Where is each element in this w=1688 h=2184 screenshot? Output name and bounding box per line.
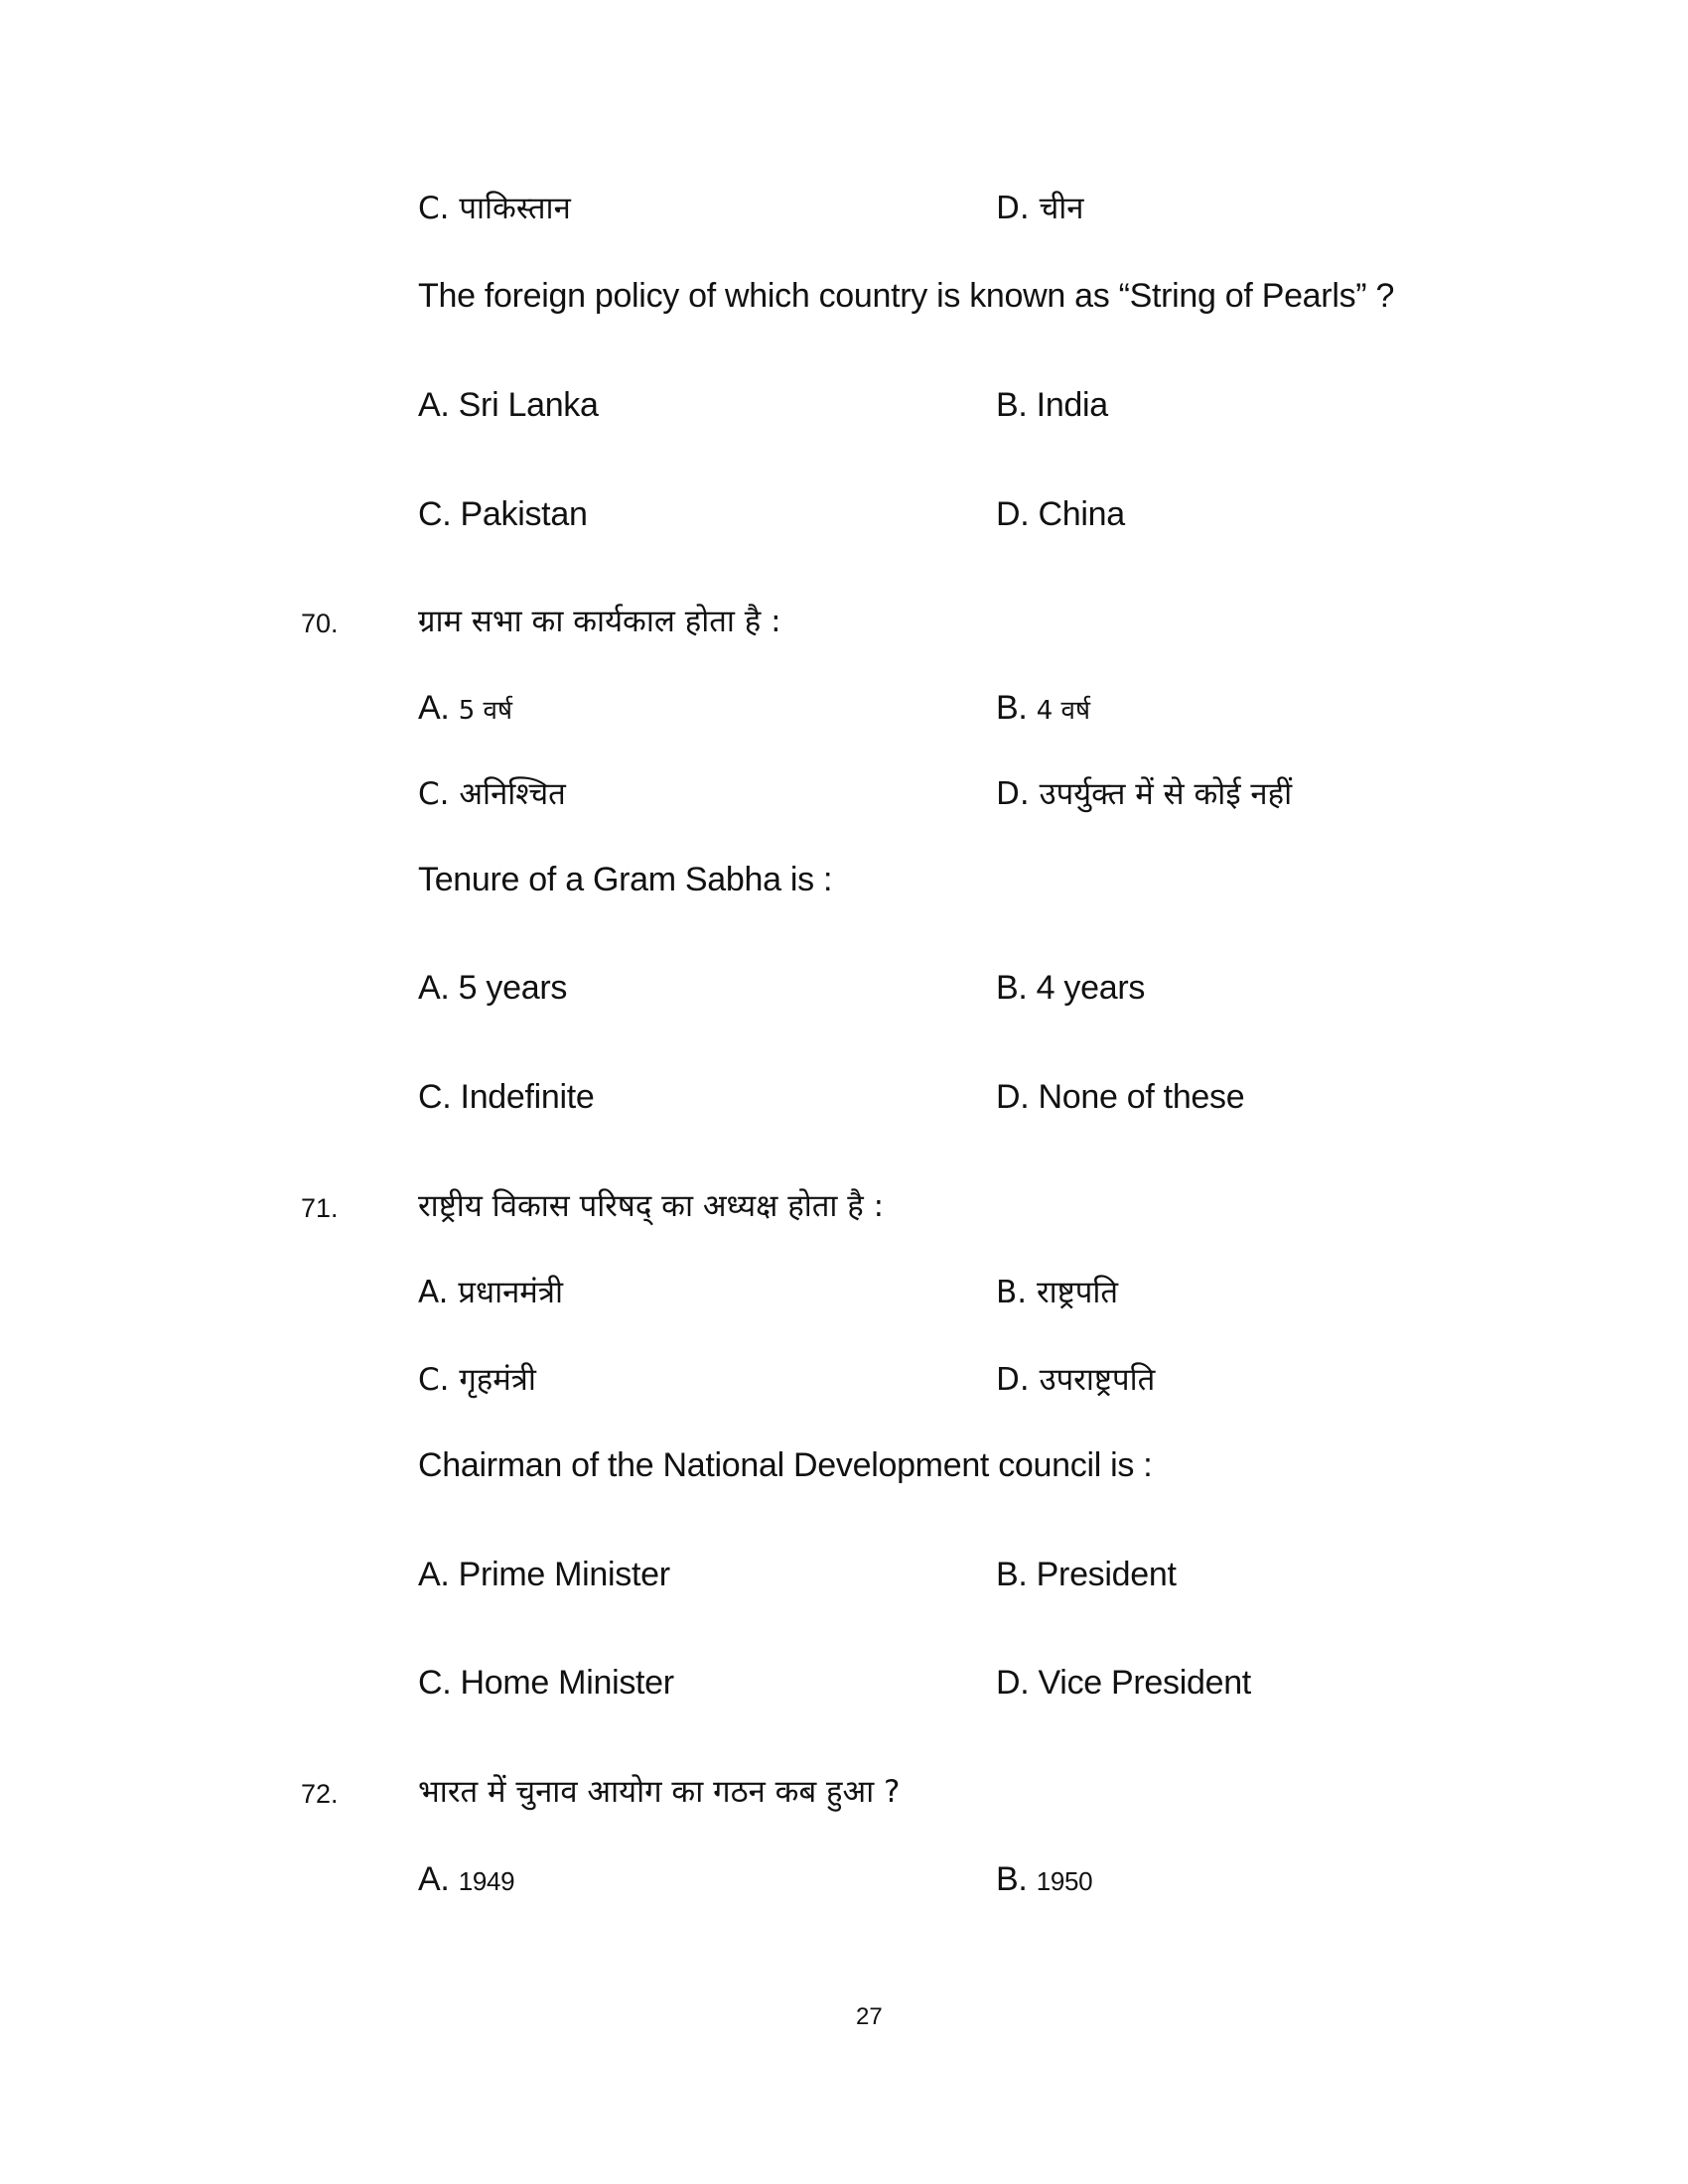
option-text: 4 वर्ष xyxy=(1036,696,1090,726)
q71-hi-option-c: C. गृहमंत्री xyxy=(418,1362,536,1398)
q71-hi-option-b: B. राष्ट्रपति xyxy=(996,1275,1119,1310)
q70-en-option-b: B. 4 years xyxy=(996,969,1146,1007)
q72-option-a xyxy=(418,1859,514,1901)
q70-hi-option-a xyxy=(418,688,512,731)
q72-option-b xyxy=(996,1859,1092,1901)
q69-hi-option-d: D. चीन xyxy=(996,191,1084,226)
q70-en-option-a: A. 5 years xyxy=(418,969,568,1007)
option-text: 1950 xyxy=(1036,1866,1093,1896)
q70-en-question: Tenure of a Gram Sabha is : xyxy=(418,861,833,898)
q70-en-option-d: D. None of these xyxy=(996,1078,1245,1116)
q69-en-option-b: B. India xyxy=(996,386,1108,424)
q69-en-question: The foreign policy of which country is known as “String of Pearls” ? xyxy=(418,277,1395,315)
q71-hi-option-a: A. प्रधानमंत्री xyxy=(418,1275,563,1310)
q71-en-option-a: A. Prime Minister xyxy=(418,1556,670,1593)
option-label: B. xyxy=(996,689,1028,727)
option-label: B. xyxy=(996,1860,1028,1898)
option-label: A. xyxy=(418,689,450,727)
q72-number: 72. xyxy=(301,1779,339,1809)
q71-en-option-d: D. Vice President xyxy=(996,1664,1251,1702)
option-label: A. xyxy=(418,1860,450,1898)
q71-en-question: Chairman of the National Development council is : xyxy=(418,1446,1153,1484)
page-number: 27 xyxy=(856,2003,883,2030)
q70-en-option-c: C. Indefinite xyxy=(418,1078,595,1116)
q69-en-option-a: A. Sri Lanka xyxy=(418,386,599,424)
option-text: 5 वर्ष xyxy=(458,696,512,726)
q71-en-option-b: B. President xyxy=(996,1556,1177,1593)
q70-hi-question: ग्राम सभा का कार्यकाल होता है : xyxy=(418,604,781,639)
q70-number: 70. xyxy=(301,609,339,638)
q69-hi-option-c: C. पाकिस्तान xyxy=(418,191,571,226)
q70-hi-option-b xyxy=(996,688,1090,731)
q71-number: 71. xyxy=(301,1193,339,1223)
q70-hi-option-c: C. अनिश्चित xyxy=(418,776,566,812)
q72-hi-question: भारत में चुनाव आयोग का गठन कब हुआ ? xyxy=(418,1774,901,1810)
q69-en-option-d: D. China xyxy=(996,495,1125,533)
q69-en-option-c: C. Pakistan xyxy=(418,495,588,533)
q71-hi-question: राष्ट्रीय विकास परिषद् का अध्यक्ष होता है : xyxy=(418,1188,885,1224)
q71-en-option-c: C. Home Minister xyxy=(418,1664,674,1702)
q70-hi-option-d: D. उपर्युक्त में से कोई नहीं xyxy=(996,776,1293,812)
option-text: 1949 xyxy=(458,1866,515,1896)
q71-hi-option-d: D. उपराष्ट्रपति xyxy=(996,1362,1156,1398)
